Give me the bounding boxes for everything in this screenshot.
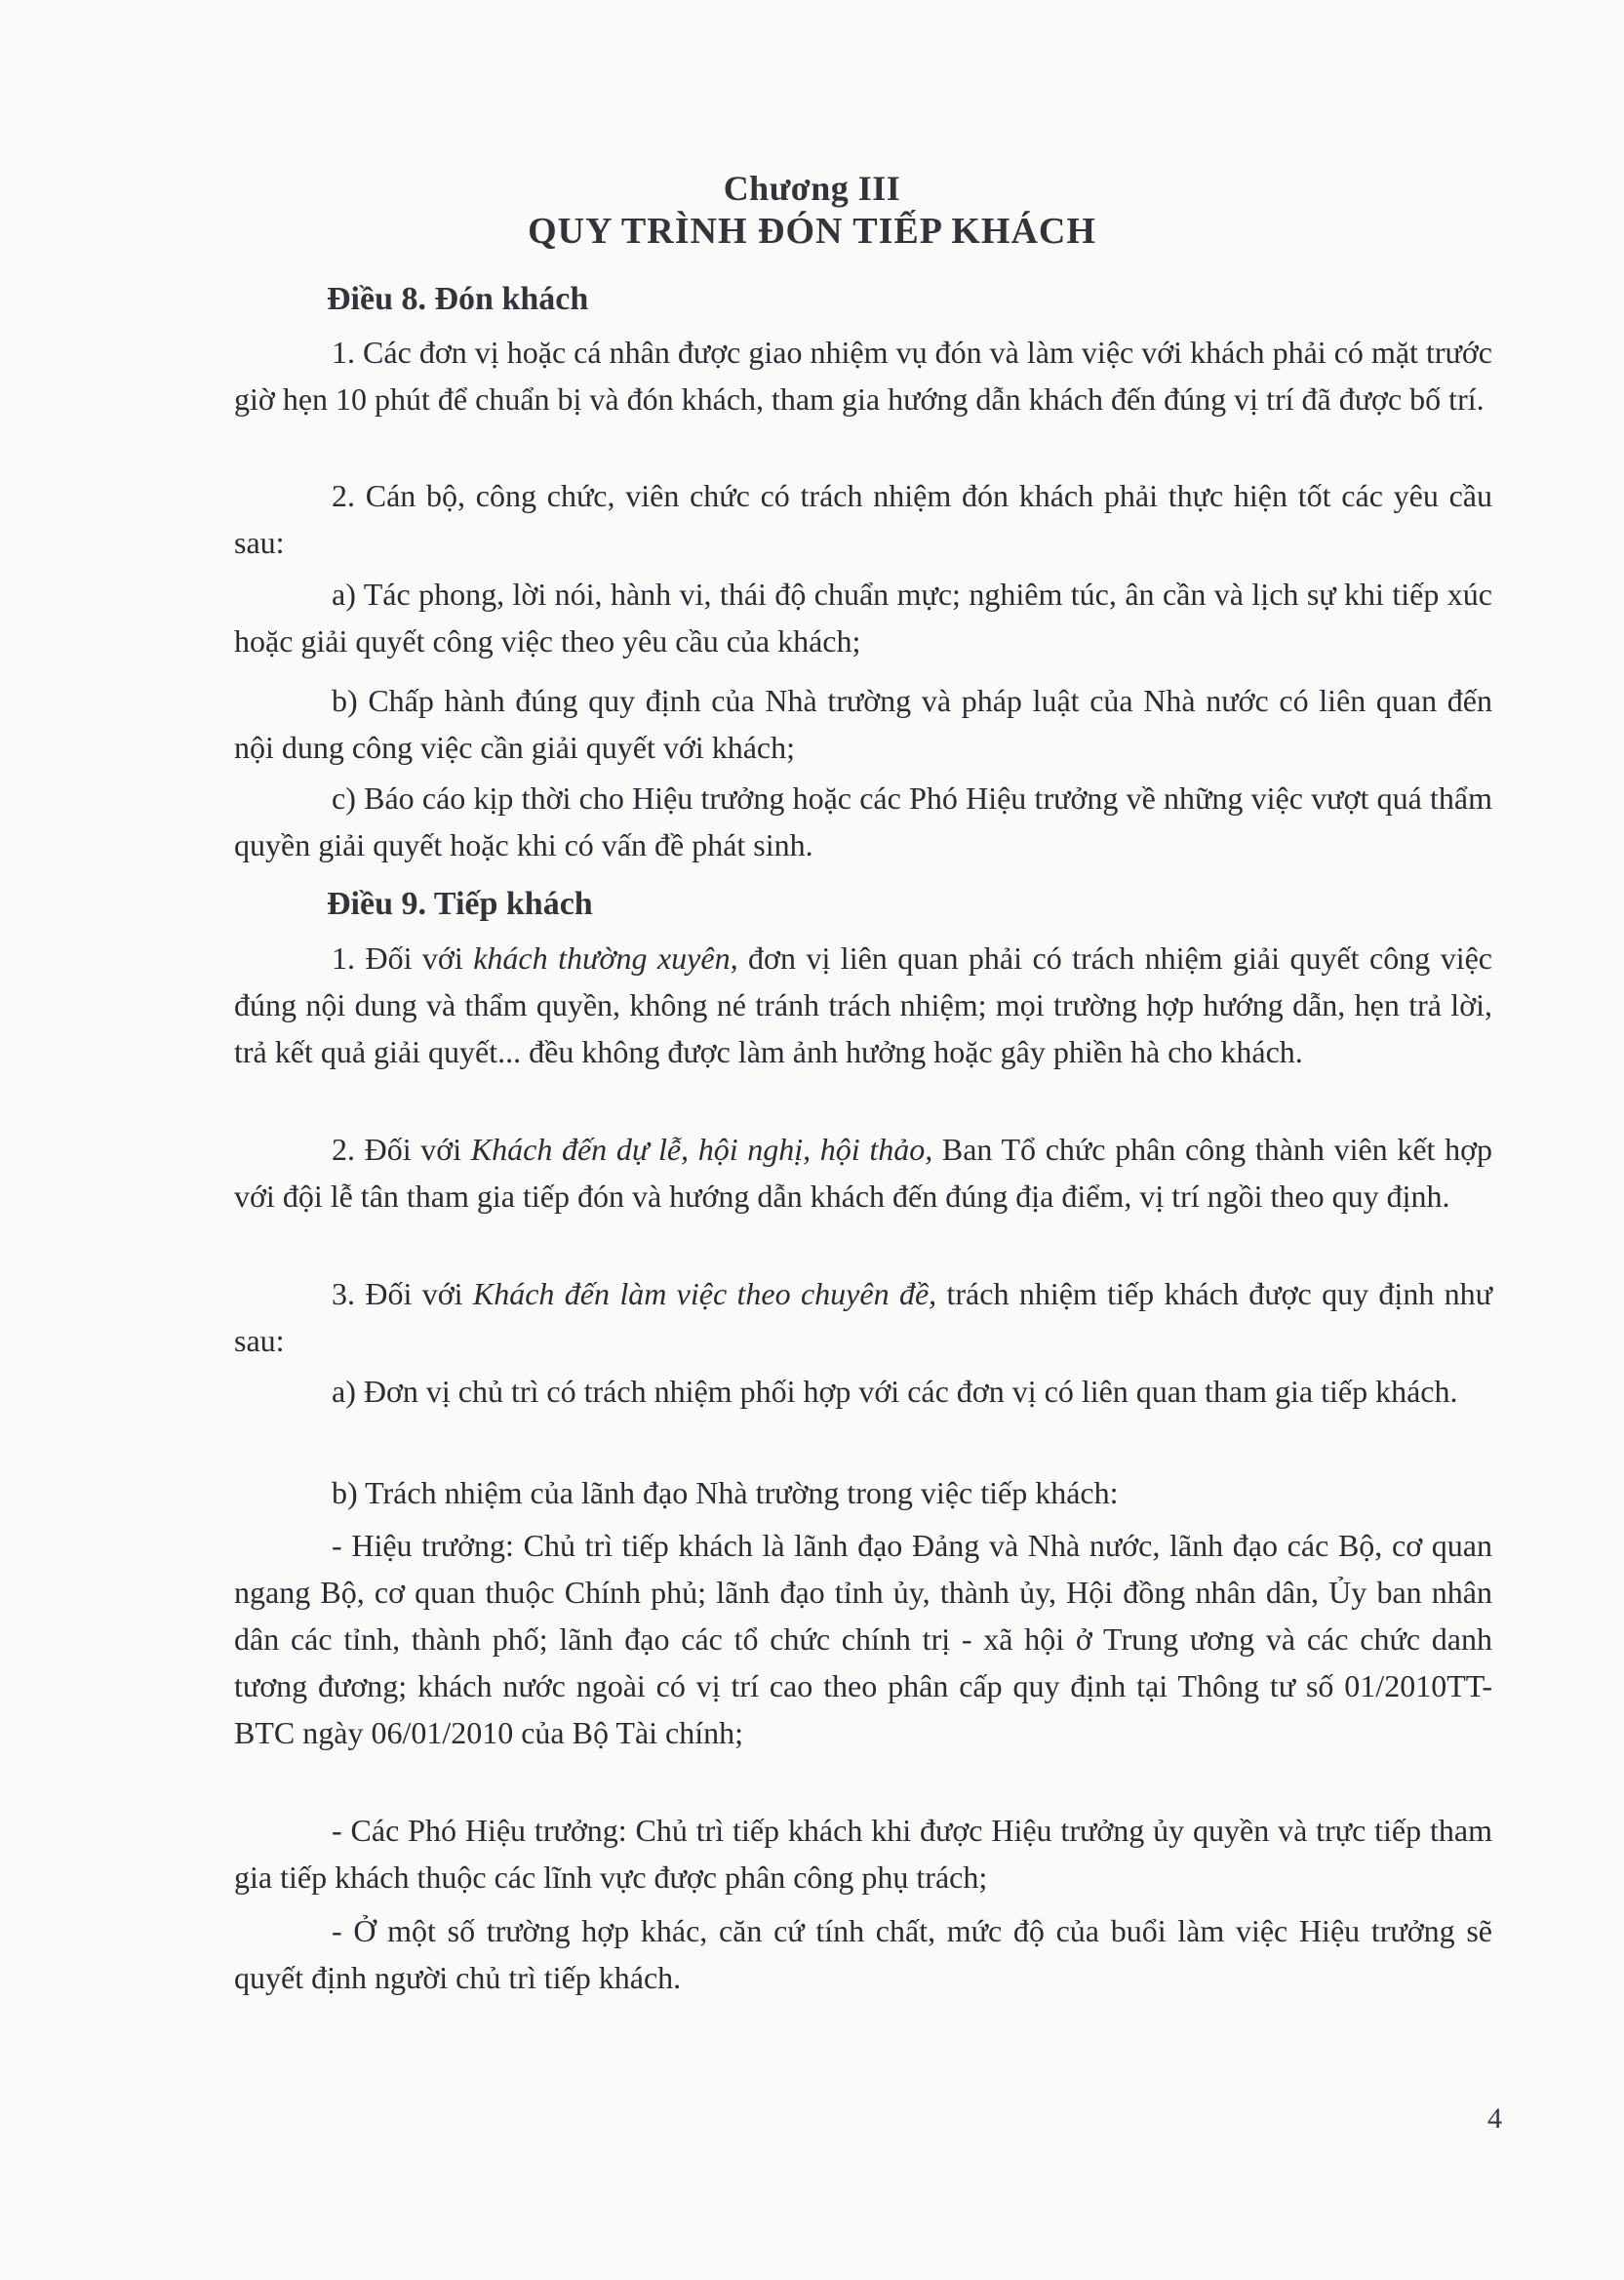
- article-9-item-b-vice-rectors: - Các Phó Hiệu trưởng: Chủ trì tiếp khách khi được Hiệu trưởng ủy quyền và trực tiếp tham gia tiếp khách thuộc các lĩnh vực được phân công phụ trách;: [234, 1813, 1492, 1895]
- chapter-subtitle: QUY TRÌNH ĐÓN TIẾP KHÁCH: [528, 211, 1096, 252]
- article-9-item-b-other-cases: - Ở một số trường hợp khác, căn cứ tính chất, mức độ của buổi làm việc Hiệu trưởng sẽ quyết định người chủ trì tiếp khách.: [234, 1913, 1492, 1995]
- article-8-item-a: a) Tác phong, lời nói, hành vi, thái độ chuẩn mực; nghiêm túc, ân cần và lịch sự khi tiếp xúc hoặc giải quyết công việc theo yêu cầu của khách;: [234, 577, 1492, 659]
- page-number: 4: [1487, 2102, 1502, 2135]
- article-8-heading: Điều 8. Đón khách: [327, 281, 589, 317]
- article-9-item-a: a) Đơn vị chủ trì có trách nhiệm phối hợp với các đơn vị có liên quan tham gia tiếp khách.: [332, 1374, 1458, 1409]
- article-9-heading: Điều 9. Tiếp khách: [327, 886, 593, 922]
- article-9-term-ceremony-guests: Khách đến dự lễ, hội nghị, hội thảo,: [470, 1132, 933, 1167]
- article-8-paragraph-1: 1. Các đơn vị hoặc cá nhân được giao nhiệm vụ đón và làm việc với khách phải có mặt trước giờ hẹn 10 phút để chuẩn bị và đón khách, tham gia hướng dẫn khách đến đúng vị trí đã được bố trí.: [234, 335, 1492, 417]
- article-9-item-b: b) Trách nhiệm của lãnh đạo Nhà trường trong việc tiếp khách:: [332, 1475, 1119, 1510]
- article-8-paragraph-2: 2. Cán bộ, công chức, viên chức có trách nhiệm đón khách phải thực hiện tốt các yêu cầu sau:: [234, 478, 1492, 560]
- chapter-title: Chương III: [723, 169, 901, 208]
- article-8-item-c: c) Báo cáo kịp thời cho Hiệu trưởng hoặc các Phó Hiệu trưởng về những việc vượt quá thẩm quyền giải quyết hoặc khi có vấn đề phát sinh.: [234, 780, 1492, 862]
- article-8-item-b: b) Chấp hành đúng quy định của Nhà trường và pháp luật của Nhà nước có liên quan đến nội dung công việc cần giải quyết với khách;: [234, 683, 1492, 765]
- article-9-paragraph-1: 1. Đối với khách thường xuyên, đơn vị liên quan phải có trách nhiệm giải quyết công việc đúng nội dung và thẩm quyền, không né tránh trách nhiệm; mọi trường hợp hướng dẫn, hẹn trả lời, trả kết quả giải quyết... đều không được làm ảnh hưởng hoặc gây phiền hà cho khách.: [234, 940, 1493, 1069]
- article-9-term-topic-guests: Khách đến làm việc theo chuyên đề,: [472, 1276, 937, 1311]
- article-9-paragraph-3: 3. Đối với Khách đến làm việc theo chuyên đề, trách nhiệm tiếp khách được quy định như sau:: [234, 1276, 1493, 1358]
- article-9-item-b-rector: - Hiệu trưởng: Chủ trì tiếp khách là lãnh đạo Đảng và Nhà nước, lãnh đạo các Bộ, cơ quan ngang Bộ, cơ quan thuộc Chính phủ; lãnh đạo tỉnh ủy, thành ủy, Hội đồng nhân dân, Ủy ban nhân dân các tỉnh, thành phố; lãnh đạo các tổ chức chính trị - xã hội ở Trung ương và các chức danh tương đương; khách nước ngoài có vị trí cao theo phân cấp quy định tại Thông tư số 01/2010TT-BTC ngày 06/01/2010 của Bộ Tài chính;: [234, 1528, 1492, 1750]
- article-9-paragraph-2: 2. Đối với Khách đến dự lễ, hội nghị, hội thảo, Ban Tổ chức phân công thành viên kết hợp với đội lễ tân tham gia tiếp đón và hướng dẫn khách đến đúng địa điểm, vị trí ngồi theo quy định.: [234, 1132, 1493, 1214]
- article-9-term-regular-guests: khách thường xuyên,: [473, 940, 738, 976]
